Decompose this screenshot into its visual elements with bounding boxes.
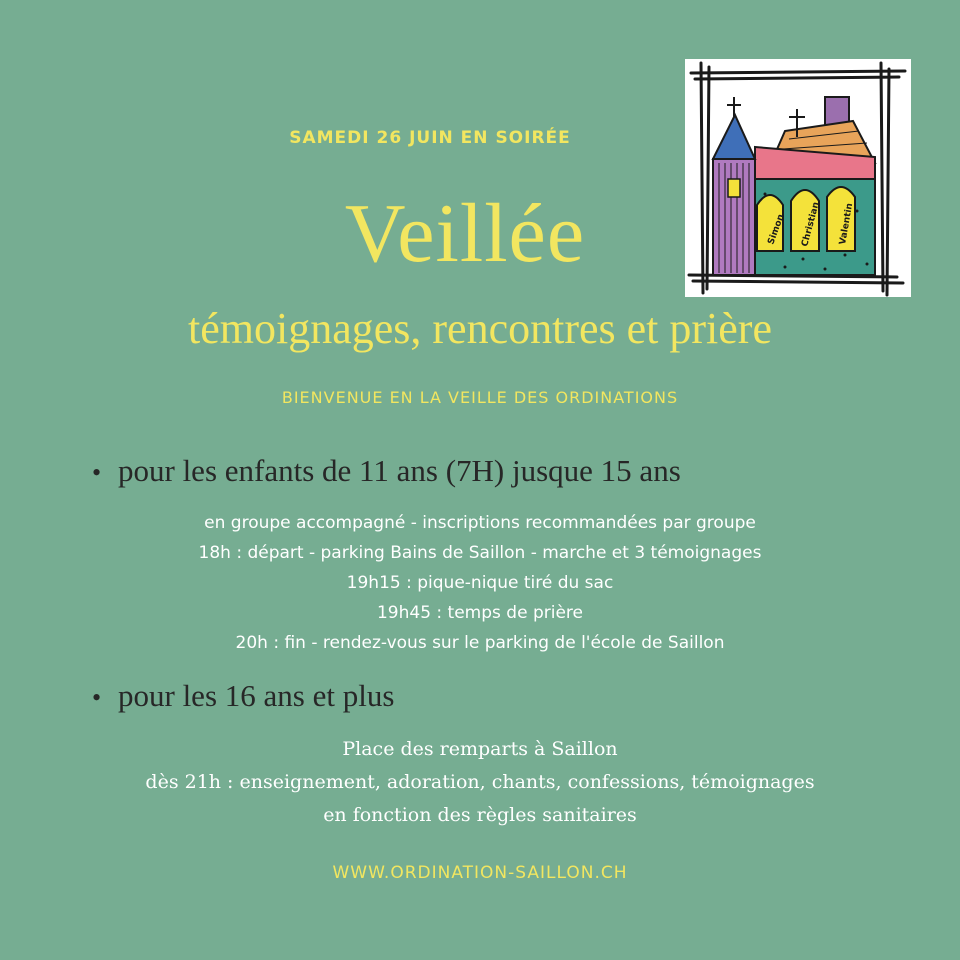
- detail-line: 18h : départ - parking Bains de Saillon - marche et 3 témoignages: [198, 543, 762, 563]
- kids-section-heading: [92, 453, 681, 489]
- adults-details: [0, 733, 960, 832]
- kids-section-title: pour les enfants de 11 ans (7H) jusque 15 ans: [118, 453, 681, 488]
- bullet-icon: •: [92, 683, 102, 712]
- detail-line: en groupe accompagné - inscriptions recommandées par groupe: [204, 513, 756, 533]
- kids-details: [0, 508, 960, 658]
- detail-line: 19h15 : pique-nique tiré du sac: [346, 573, 614, 593]
- adults-section-heading: [92, 678, 394, 714]
- detail-line: 19h45 : temps de prière: [376, 603, 583, 623]
- page-title: Veillée: [344, 187, 586, 280]
- detail-line: Place des remparts à Saillon: [342, 738, 618, 760]
- detail-line: en fonction des règles sanitaires: [323, 804, 637, 826]
- adults-section-title: pour les 16 ans et plus: [118, 678, 395, 713]
- window-name-christian: Christian: [800, 200, 822, 248]
- bullet-icon: •: [92, 458, 102, 487]
- event-date: SAMEDI 26 JUIN EN SOIRÉE: [289, 128, 571, 148]
- page-subtitle: témoignages, rencontres et prière: [188, 304, 772, 353]
- window-name-simon: Simon: [766, 212, 787, 247]
- website-link[interactable]: WWW.ORDINATION-SAILLON.CH: [332, 863, 628, 883]
- welcome-text: BIENVENUE EN LA VEILLE DES ORDINATIONS: [281, 388, 679, 407]
- detail-line: 20h : fin - rendez-vous sur le parking de l'école de Saillon: [235, 633, 725, 653]
- detail-line: dès 21h : enseignement, adoration, chants, confessions, témoignages: [145, 771, 815, 793]
- church-drawing-icon: [685, 59, 911, 297]
- window-name-valentin: Valentin: [838, 202, 856, 246]
